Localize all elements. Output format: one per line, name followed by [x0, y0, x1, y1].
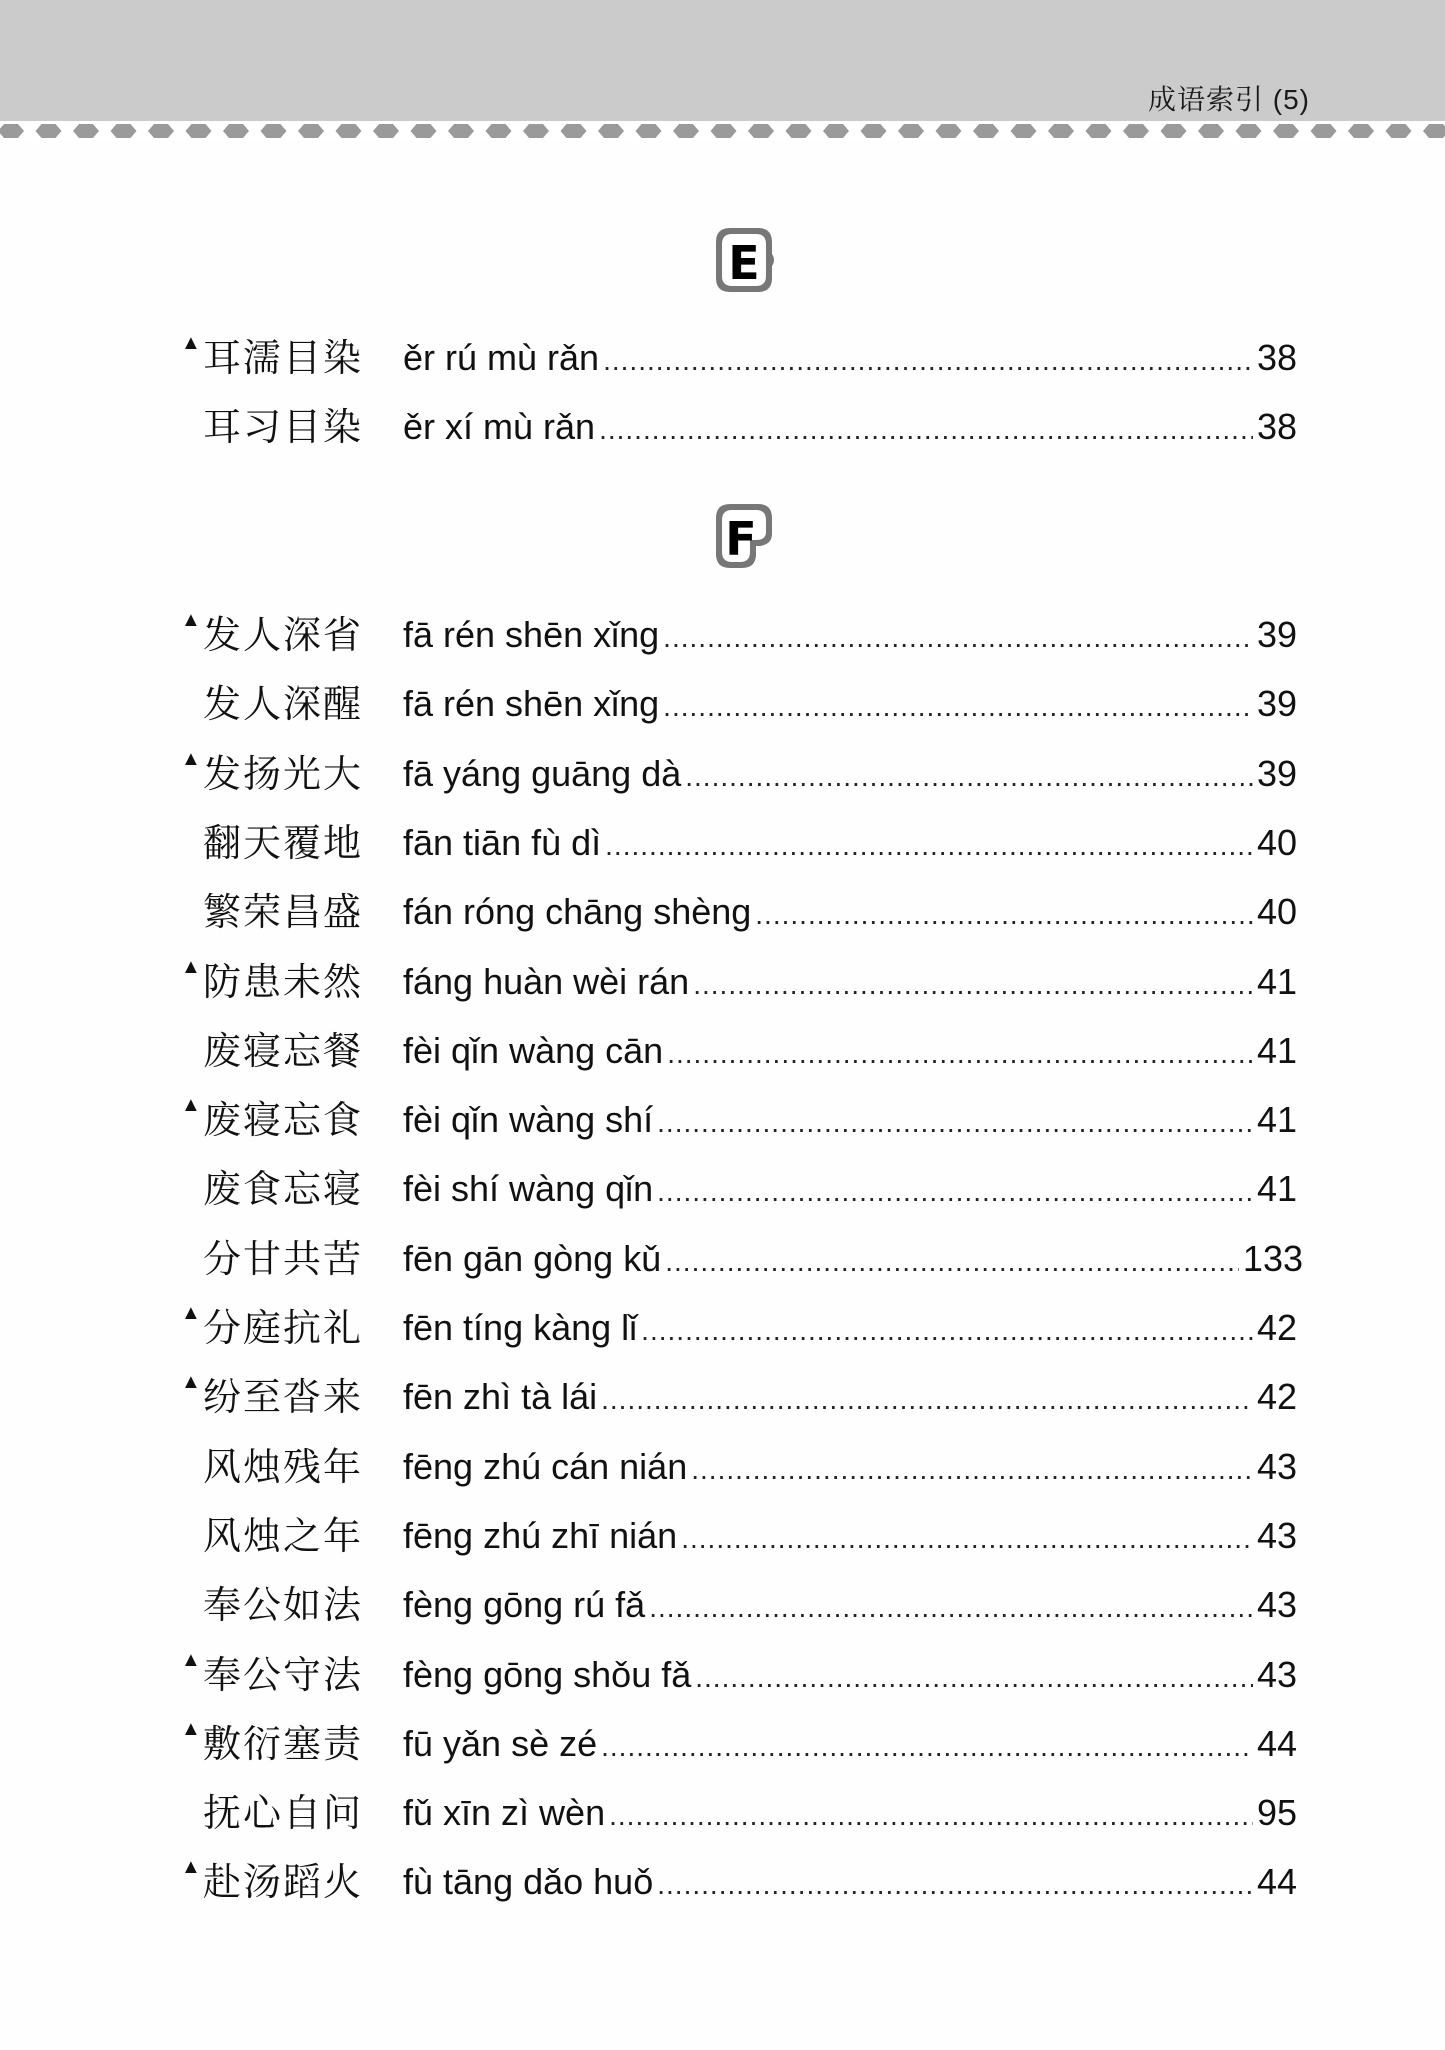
idiom-text: 风烛之年: [203, 1513, 364, 1558]
page-number: 43: [1257, 1653, 1298, 1695]
leader-dots: [695, 1655, 1253, 1701]
leader-dots: [605, 823, 1253, 869]
page-number: 42: [1257, 1376, 1298, 1418]
pinyin-text: ěr rú mù rǎn: [403, 337, 600, 378]
page-number: 44: [1257, 1861, 1298, 1903]
triangle-marker-icon: ▲: [181, 1717, 201, 1740]
index-entry: [0, 955, 1445, 1019]
section-letter-badge-f: [710, 500, 778, 572]
idiom-text: 发人深省: [203, 613, 364, 657]
leader-dots: [641, 1308, 1253, 1354]
idiom-text: 繁荣昌盛: [203, 890, 364, 935]
leader-dots: [609, 1793, 1253, 1839]
page-number: 43: [1257, 1514, 1298, 1556]
entry-line: [403, 1859, 1303, 1908]
letter-f-icon: [710, 500, 778, 572]
leader-dots: [691, 1447, 1253, 1493]
page-number: 43: [1257, 1445, 1298, 1487]
pinyin-text: fán róng chāng shèng: [403, 891, 752, 933]
pinyin-text: fēng zhú zhī nián: [403, 1514, 678, 1556]
leader-dots: [681, 1516, 1253, 1562]
idiom-text: 纷至沓来: [203, 1375, 364, 1420]
idiom-text: 敷衍塞责: [203, 1721, 364, 1766]
entry-line: [403, 1582, 1303, 1631]
leader-dots: [657, 1100, 1253, 1146]
index-entry: [0, 1371, 1445, 1434]
leader-dots: [657, 1862, 1253, 1908]
index-entry: [0, 1094, 1445, 1157]
page-number: 42: [1257, 1307, 1298, 1348]
idiom-text: 发扬光大: [203, 751, 364, 796]
entry-line: [403, 1721, 1303, 1770]
decorative-band: [0, 121, 1445, 141]
page-number: 44: [1257, 1722, 1298, 1764]
pinyin-text: fēn zhì tà lái: [403, 1376, 598, 1418]
pinyin-text: fā yáng guāng dà: [403, 752, 682, 794]
leader-dots: [755, 892, 1253, 938]
index-entry: [0, 1236, 1445, 1296]
triangle-marker-icon: ▲: [181, 955, 201, 978]
pinyin-text: fān tiān fù dì: [403, 821, 602, 863]
pinyin-text: fēng zhú cán nián: [403, 1445, 688, 1487]
idiom-text: 分庭抗礼: [203, 1306, 364, 1350]
page-number: 95: [1257, 1792, 1298, 1834]
index-entry: [0, 1166, 1445, 1226]
leader-dots: [665, 1239, 1239, 1285]
entry-line: [403, 612, 1303, 661]
entry-line: [403, 1097, 1303, 1146]
pinyin-text: fèng gōng rú fǎ: [403, 1584, 646, 1626]
leader-dots: [601, 1377, 1253, 1423]
index-entry: [0, 1648, 1445, 1712]
entry-line: [403, 335, 1303, 384]
idiom-text: 风烛残年: [203, 1444, 364, 1489]
pinyin-text: fēn tíng kàng lǐ: [403, 1307, 638, 1348]
idiom-text: 耳习目染: [203, 405, 364, 450]
page-number: 39: [1257, 752, 1298, 794]
entry-line: [403, 1374, 1303, 1423]
index-entry: [0, 1582, 1445, 1642]
leader-dots: [693, 962, 1253, 1008]
entry-line: [403, 404, 1303, 453]
index-entry: [0, 820, 1445, 880]
page-number: 41: [1257, 960, 1298, 1002]
idiom-text: 废寝忘食: [203, 1098, 364, 1143]
entry-line: [403, 1444, 1303, 1493]
entry-line: [403, 1652, 1303, 1701]
idiom-text: 废寝忘餐: [203, 1028, 364, 1073]
triangle-marker-icon: ▲: [181, 1371, 201, 1394]
page-number: 133: [1242, 1237, 1303, 1279]
index-entry: [0, 609, 1445, 672]
page-number: 39: [1257, 683, 1298, 725]
svg-text:E: E: [728, 236, 760, 290]
triangle-marker-icon: ▲: [181, 1094, 201, 1117]
section-letter-badge-e: [710, 224, 778, 296]
idiom-text: 防患未然: [203, 959, 364, 1004]
triangle-marker-icon: ▲: [181, 747, 201, 770]
pinyin-text: fèi qǐn wàng cān: [403, 1029, 664, 1071]
entry-line: [403, 1028, 1303, 1077]
entry-line: [403, 1790, 1303, 1839]
triangle-marker-icon: ▲: [181, 609, 201, 631]
leader-dots: [663, 684, 1253, 730]
index-entry: [0, 332, 1445, 395]
leader-dots: [649, 1585, 1253, 1631]
page-number: 38: [1257, 337, 1298, 378]
pinyin-text: ěr xí mù rǎn: [403, 406, 596, 448]
index-entry: [0, 1444, 1445, 1504]
page-number: 40: [1257, 821, 1298, 863]
page-number: 39: [1257, 614, 1298, 655]
pinyin-text: fēn gān gòng kǔ: [403, 1237, 662, 1279]
svg-text:F: F: [725, 512, 757, 566]
page-number: 43: [1257, 1584, 1298, 1626]
pinyin-text: fèng gōng shǒu fǎ: [403, 1653, 692, 1695]
leader-dots: [663, 615, 1253, 661]
entry-line: [403, 1513, 1303, 1562]
triangle-marker-icon: ▲: [181, 332, 201, 354]
leader-dots: [657, 1169, 1253, 1215]
page-number: 41: [1257, 1099, 1298, 1141]
pinyin-text: fáng huàn wèi rán: [403, 960, 690, 1002]
leader-dots: [603, 338, 1253, 384]
idiom-text: 赴汤蹈火: [203, 1860, 364, 1905]
index-entry: [0, 1856, 1445, 1919]
index-entry: [0, 1790, 1445, 1850]
pinyin-text: fèi shí wàng qǐn: [403, 1168, 654, 1210]
index-title: 成语索引 (5): [1147, 84, 1310, 115]
idiom-text: 翻天覆地: [203, 820, 364, 865]
entry-line: [403, 959, 1303, 1008]
idiom-text: 抚心自问: [203, 1791, 364, 1836]
triangle-marker-icon: ▲: [181, 1648, 201, 1671]
entry-line: [403, 1305, 1303, 1354]
letter-e-icon: [710, 224, 778, 296]
index-entry: [0, 889, 1445, 949]
idiom-text: 奉公守法: [203, 1652, 364, 1697]
index-entry: [0, 1028, 1445, 1088]
entry-line: [403, 1166, 1303, 1215]
index-entry: [0, 1513, 1445, 1573]
page-number: 40: [1257, 891, 1298, 933]
page-header: [0, 0, 1445, 122]
entry-line: [403, 681, 1303, 730]
index-entry: [0, 747, 1445, 811]
page-number: 41: [1257, 1168, 1298, 1210]
index-entry: [0, 404, 1445, 464]
entry-line: [403, 820, 1303, 869]
index-entry: [0, 681, 1445, 741]
pinyin-text: fū yǎn sè zé: [403, 1722, 598, 1764]
index-entry: [0, 1717, 1445, 1781]
leader-dots: [667, 1031, 1253, 1077]
idiom-text: 耳濡目染: [203, 336, 364, 380]
leader-dots: [599, 407, 1253, 453]
idiom-text: 废食忘寝: [203, 1167, 364, 1212]
entry-line: [403, 751, 1303, 800]
idiom-text: 发人深醒: [203, 682, 364, 727]
leader-dots: [685, 754, 1253, 800]
entry-line: [403, 1236, 1303, 1285]
idiom-text: 分甘共苦: [203, 1236, 364, 1281]
entry-line: [403, 889, 1303, 938]
pinyin-text: fǔ xīn zì wèn: [403, 1792, 606, 1834]
pinyin-text: fèi qǐn wàng shí: [403, 1099, 654, 1141]
page-number: 38: [1257, 406, 1298, 448]
page-number: 41: [1257, 1029, 1298, 1071]
triangle-marker-icon: ▲: [181, 1856, 201, 1879]
idiom-text: 奉公如法: [203, 1583, 364, 1628]
pinyin-text: fā rén shēn xǐng: [403, 683, 660, 725]
pinyin-text: fā rén shēn xǐng: [403, 614, 660, 655]
pinyin-text: fù tāng dǎo huǒ: [403, 1861, 654, 1903]
leader-dots: [601, 1724, 1253, 1770]
triangle-marker-icon: ▲: [181, 1302, 201, 1324]
index-entry: [0, 1302, 1445, 1365]
